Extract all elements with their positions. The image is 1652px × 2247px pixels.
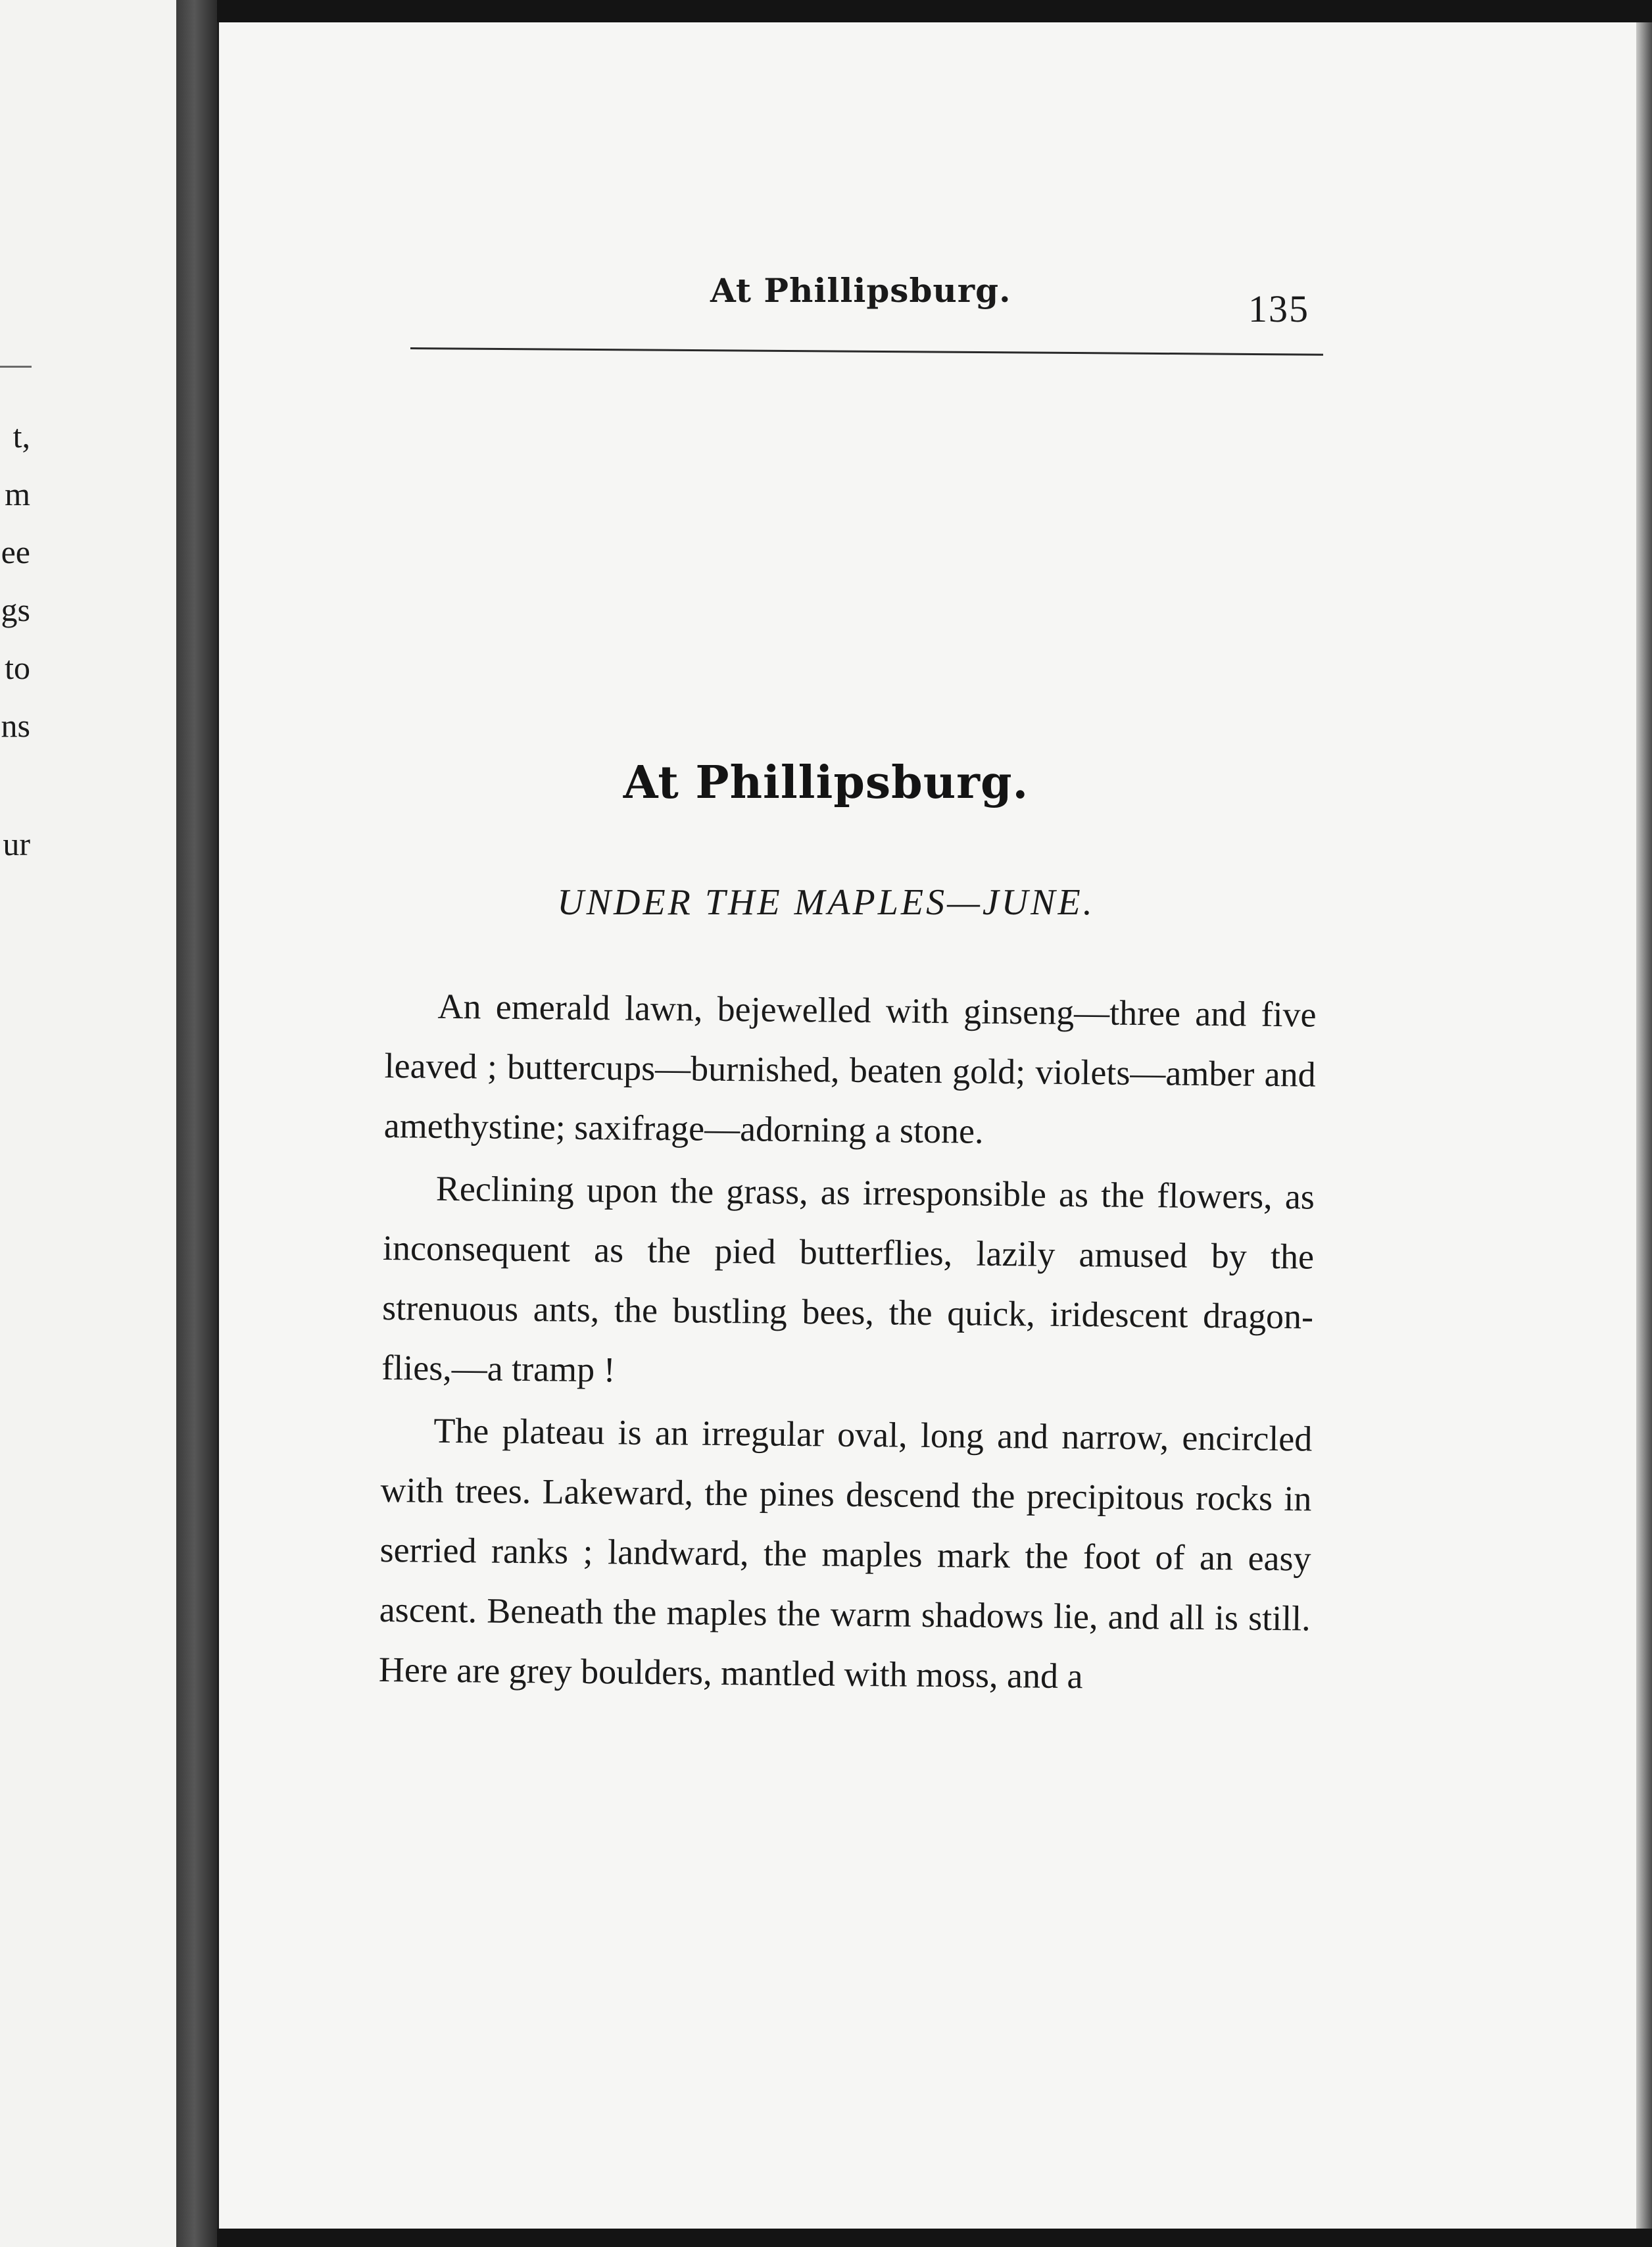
paragraph: Reclining upon the grass, as irresponsible as the flowers, as inconsequent as the pied butterflies, lazily amused by the strenuous ants, the bustling bees, the quick, iridescent dragon-flies,—a tramp ! <box>381 1168 1315 1390</box>
previous-page-fragment: to <box>5 649 30 686</box>
paragraph: An emerald lawn, bejewelled with ginseng—three and five leaved ; buttercups—burnished, beaten gold; violets—amber and amethystine; saxifrage—adorning a stone. <box>383 986 1317 1151</box>
previous-page-rule <box>0 366 32 368</box>
running-head: At Phillipsburg. <box>710 271 1011 310</box>
previous-page-fragment: ee <box>1 533 30 570</box>
book-gutter <box>176 0 217 2247</box>
paragraph: The plateau is an irregular oval, long and narrow, encircled with trees. Lakeward, the pines descend the precipitous rocks in serried ranks ; landward, the maples mark the foot of an easy ascent. Beneath the maples the warm shadows lie, and all is still. Here are grey boulders, mantled with moss, and a <box>378 1410 1313 1696</box>
previous-page-fragment: ns <box>1 707 30 744</box>
chapter-subtitle: UNDER THE MAPLES—JUNE. <box>557 882 1095 923</box>
body-text <box>378 976 1317 1712</box>
previous-page-fragment: ur <box>3 826 30 862</box>
page-right-edge <box>1636 22 1652 2229</box>
previous-page-fragment: t, <box>12 418 30 455</box>
previous-page-fragment: gs <box>1 591 30 628</box>
previous-page-edge <box>0 0 176 2247</box>
page-number: 135 <box>1248 287 1309 330</box>
previous-page-fragment: m <box>5 476 30 512</box>
chapter-title: At Phillipsburg. <box>623 756 1029 809</box>
